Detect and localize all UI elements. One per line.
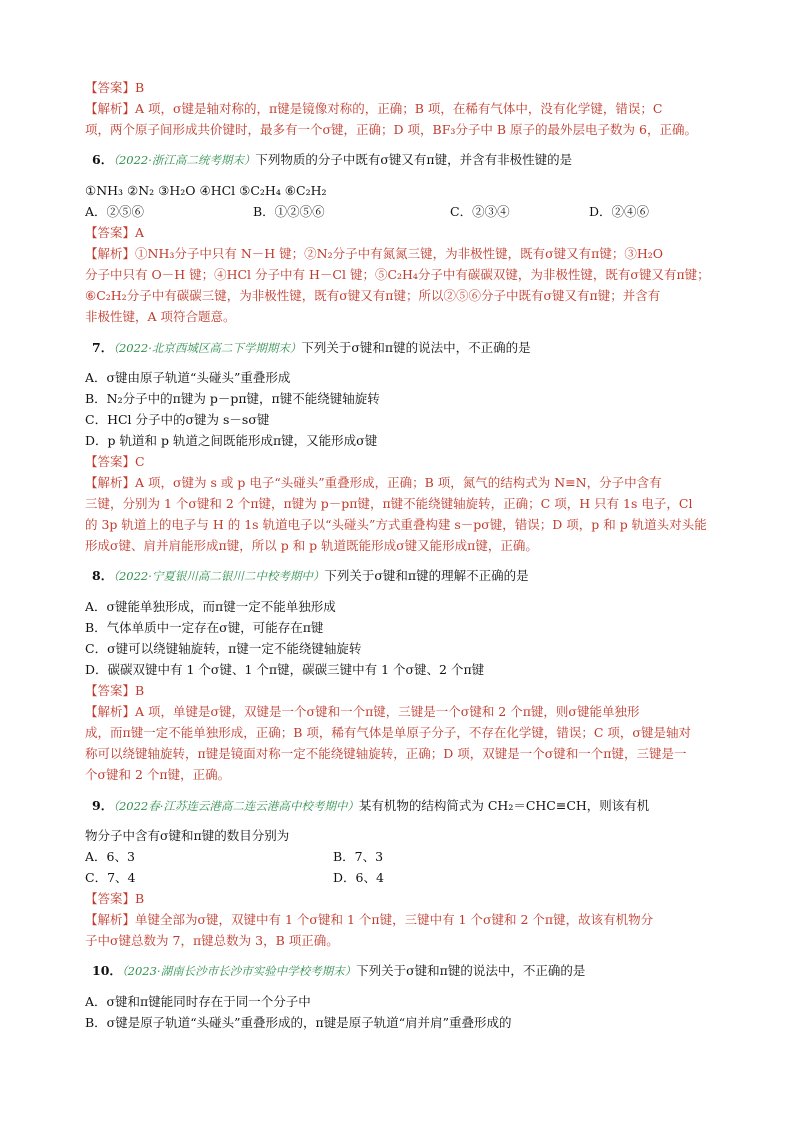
option-b: B．①②⑤⑥ [253, 204, 325, 219]
q6-explanation-line: 非极性键，A 项符合题意。 [85, 309, 236, 324]
q7-option-a: A．σ键由原子轨道“头碰头”重叠形成 [85, 370, 291, 385]
q5-explanation-line: 【解析】A 项，σ键是轴对称的，π键是镜像对称的，正确；B 项，在稀有气体中，没有化学键，错误；C [85, 101, 663, 116]
q10-option-a: A．σ键和π键能同时存在于同一个分子中 [85, 994, 311, 1009]
option-b: B．7、3 [333, 849, 384, 864]
q7-explanation-line: 的 3p 轨道上的电子与 H 的 1s 轨道电子以“头碰头”方式重叠构建 s－pσ键，错误；D 项，p 和 p 轨道头对头能 [85, 517, 707, 532]
q5-answer: 【答案】B [85, 80, 145, 95]
option-d: D．②④⑥ [589, 204, 650, 219]
question-number: 9． [92, 798, 114, 813]
q7-stem [92, 340, 531, 356]
q9-explanation-line: 子中σ键总数为 7，π键总数为 3，B 项正确。 [85, 933, 339, 948]
question-text: 某有机物的结构简式为 CH₂＝CHC≡CH，则该有机 [358, 798, 650, 813]
option-c: C．7、4 [85, 870, 136, 885]
option-a: A．6、3 [85, 849, 135, 864]
q5-explanation-line: 项，两个原子间形成共价键时，最多有一个σ键，正确；D 项，BF₃分子中 B 原子的最外层电子数为 6，正确。 [85, 122, 697, 137]
q8-option-b: B．气体单质中一定存在σ键，可能存在π键 [85, 620, 324, 635]
q8-option-a: A．σ键能单独形成，而π键一定不能单独形成 [85, 599, 336, 614]
question-source: （2022·北京西城区高二下学期期末） [113, 341, 302, 355]
q6-explanation-line: 分子中只有 O－H 键；④HCl 分子中有 H－Cl 键；⑤C₂H₄分子中有碳碳双键，为非极性键，既有σ键又有π键； [85, 267, 710, 282]
q7-option-b: B．N₂分子中的π键为 p－pπ键，π键不能绕键轴旋转 [85, 391, 380, 406]
question-text: 下列物质的分子中既有σ键又有π键，并含有非极性键的是 [255, 152, 573, 167]
q9-answer: 【答案】B [85, 891, 145, 906]
q10-option-b: B．σ键是原子轨道“头碰头”重叠形成的，π键是原子轨道“肩并肩”重叠形成的 [85, 1015, 512, 1030]
question-text: 下列关于σ键和π键的说法中，不正确的是 [356, 963, 586, 978]
question-number: 10． [92, 963, 122, 978]
q7-explanation-line: 三键，分别为 1 个σ键和 2 个π键，π键为 p－pπ键，π键不能绕键轴旋转，正确；C 项，H 只有 1s 电子，Cl [85, 496, 693, 511]
q8-option-d: D．碳碳双键中有 1 个σ键、1 个π键，碳碳三键中有 1 个σ键、2 个π键 [85, 662, 485, 677]
q9-explanation-line: 【解析】单键全部为σ键，双键中有 1 个σ键和 1 个π键，三键中有 1 个σ键和 2 个π键，故该有机物分 [85, 912, 654, 927]
q8-option-c: C．σ键可以绕键轴旋转，π键一定不能绕键轴旋转 [85, 641, 362, 656]
question-source: （2023·湖南长沙市长沙市实验中学校考期末） [121, 964, 357, 978]
option-a: A．②⑤⑥ [85, 204, 145, 219]
q8-explanation-line: 称可以绕键轴旋转，π键是镜面对称一定不能绕键轴旋转，正确；D 项，双键是一个σ键和一个π键，三键是一 [85, 746, 687, 761]
q7-explanation-line: 【解析】A 项，σ键为 s 或 p 电子“头碰头”重叠形成，正确；B 项，氮气的结构式为 N≡N，分子中含有 [85, 475, 662, 490]
q6-explanation-line: ⑥C₂H₂分子中有碳碳三键，为非极性键，既有σ键又有π键；所以②⑤⑥分子中既有σ键又有π键；并含有 [85, 288, 661, 303]
question-number: 7． [92, 340, 114, 355]
q6-explanation-line: 【解析】①NH₃分子中只有 N－H 键；②N₂分子中有氮氮三键，为非极性键，既有σ键又有π键；③H₂O [85, 246, 663, 261]
q6-items: ①NH₃ ②N₂ ③H₂O ④HCl ⑤C₂H₄ ⑥C₂H₂ [85, 183, 327, 198]
q7-option-c: C．HCl 分子中的σ键为 s－sσ键 [85, 412, 270, 427]
question-source: （2022·浙江高二统考期末） [113, 153, 256, 167]
q9-stem-cont: 物分子中含有σ键和π键的数目分别为 [85, 828, 290, 843]
q10-stem [92, 963, 585, 979]
q6-answer: 【答案】A [85, 225, 145, 240]
q7-answer: 【答案】C [85, 454, 145, 469]
question-source: （2022·宁夏银川高二银川二中校考期中） [113, 569, 325, 583]
question-number: 6． [92, 152, 114, 167]
question-text: 下列关于σ键和π键的说法中，不正确的是 [301, 340, 531, 355]
q9-stem [92, 798, 649, 814]
q8-explanation-line: 【解析】A 项，单键是σ键，双键是一个σ键和一个π键，三键是一个σ键和 2 个π键，则σ键能单独形 [85, 704, 640, 719]
q7-explanation-line: 形成σ键、肩并肩能形成π键，所以 p 和 p 轨道既能形成σ键又能形成π键，正确。 [85, 538, 538, 553]
q8-explanation-line: 成，而π键一定不能单独形成，正确；B 项，稀有气体是单原子分子，不存在化学键，错误；C 项，σ键是轴对 [85, 725, 691, 740]
question-number: 8． [92, 568, 114, 583]
q7-option-d: D．p 轨道和 p 轨道之间既能形成π键，又能形成σ键 [85, 433, 378, 448]
q8-explanation-line: 个σ键和 2 个π键，正确。 [85, 767, 231, 782]
q8-stem [92, 568, 529, 584]
option-c: C．②③④ [450, 204, 510, 219]
option-d: D．6、4 [333, 870, 384, 885]
question-source: （2022春·江苏连云港高二连云港高中校考期中） [113, 799, 359, 813]
question-text: 下列关于σ键和π键的理解不正确的是 [324, 568, 529, 583]
q8-answer: 【答案】B [85, 683, 145, 698]
q6-stem [92, 152, 572, 168]
